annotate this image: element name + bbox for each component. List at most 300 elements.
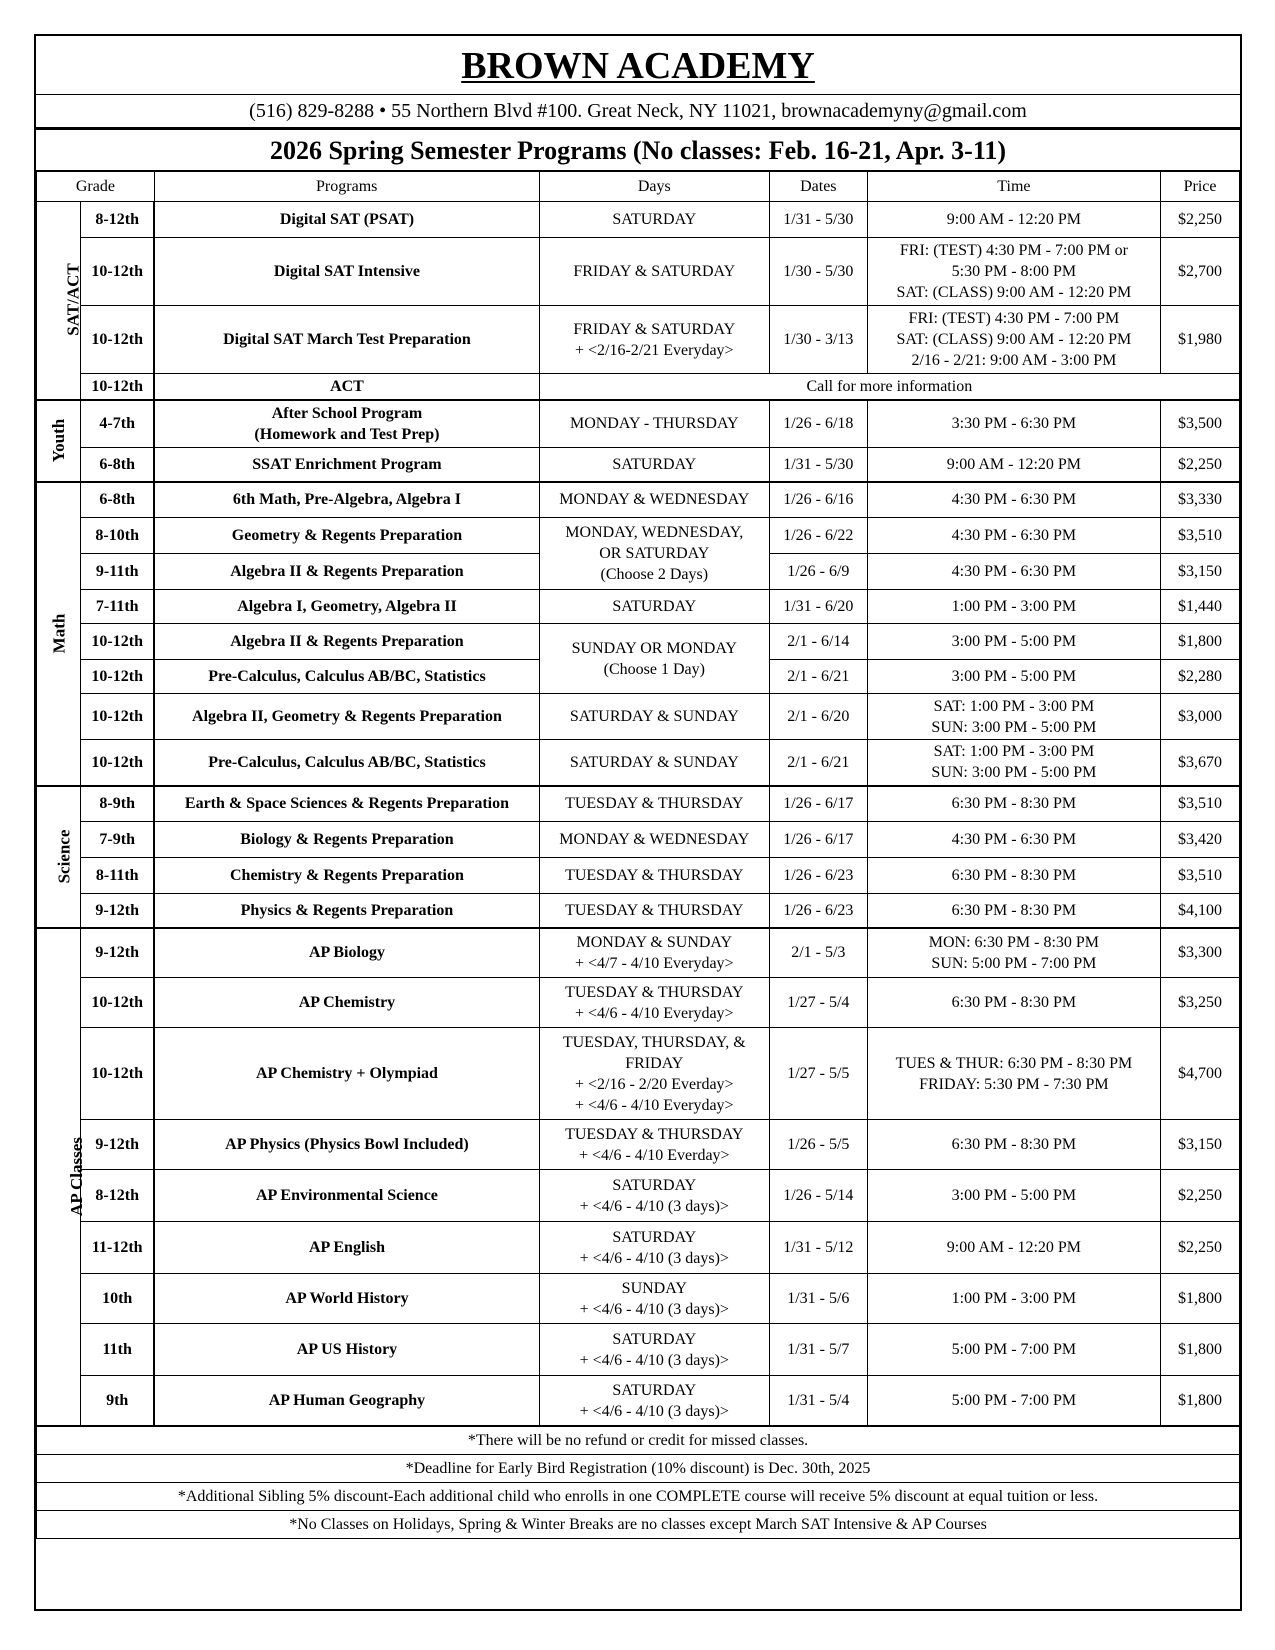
days-cell bbox=[539, 1274, 769, 1324]
grade-cell: 9th bbox=[81, 1376, 155, 1426]
dates-cell: 1/31 - 5/4 bbox=[769, 1376, 867, 1426]
schedule-page bbox=[34, 34, 1242, 1611]
dates-cell: 2/1 - 6/20 bbox=[769, 694, 867, 740]
time-cell bbox=[867, 518, 1160, 554]
days-cell-line: + <4/6 - 4/10 (3 days)> bbox=[579, 1351, 729, 1369]
program-cell-line: Digital SAT Intensive bbox=[273, 263, 420, 280]
days-cell bbox=[539, 740, 769, 786]
price-cell: $3,670 bbox=[1161, 740, 1240, 786]
table-row bbox=[37, 1274, 1240, 1324]
category-label: Science bbox=[54, 829, 74, 883]
footer-note: *No Classes on Holidays, Spring & Winter Breaks are no classes except March SAT Intensive & AP Courses bbox=[37, 1511, 1240, 1539]
table-row bbox=[37, 928, 1240, 978]
table-row bbox=[37, 400, 1240, 448]
grade-cell: 10-12th bbox=[81, 740, 155, 786]
price-cell: $1,800 bbox=[1161, 1274, 1240, 1324]
grade-cell: 9-12th bbox=[81, 894, 155, 928]
days-cell-line: TUESDAY & THURSDAY bbox=[565, 901, 744, 919]
category-label: Math bbox=[49, 613, 69, 653]
programs-body bbox=[37, 202, 1240, 1426]
table-row bbox=[37, 1324, 1240, 1376]
program-cell-line: Earth & Space Sciences & Regents Preparation bbox=[184, 795, 509, 813]
program-cell-line: 6th Math, Pre-Algebra, Algebra I bbox=[232, 491, 462, 509]
program-cell bbox=[154, 374, 539, 400]
dates-cell: 1/31 - 5/7 bbox=[769, 1324, 867, 1376]
days-cell bbox=[539, 822, 769, 858]
days-cell-line: FRIDAY bbox=[625, 1054, 684, 1072]
footer-note-row bbox=[37, 1511, 1240, 1539]
time-cell bbox=[867, 238, 1160, 306]
price-cell: $3,250 bbox=[1161, 978, 1240, 1028]
time-cell-line: 3:30 PM - 6:30 PM bbox=[951, 415, 1077, 433]
price-cell: $3,150 bbox=[1161, 554, 1240, 590]
program-cell-line: AP World History bbox=[285, 1290, 409, 1307]
days-cell-line: MONDAY & WEDNESDAY bbox=[559, 831, 750, 848]
footer-note-row bbox=[37, 1427, 1240, 1455]
time-cell-line: SUN: 3:00 PM - 5:00 PM bbox=[931, 764, 1097, 782]
time-cell-line: 9:00 AM - 12:20 PM bbox=[946, 1239, 1082, 1256]
table-row bbox=[37, 978, 1240, 1028]
days-cell bbox=[539, 858, 769, 894]
days-cell-line: (Choose 1 Day) bbox=[603, 660, 705, 678]
table-row bbox=[37, 448, 1240, 482]
grade-cell: 8-12th bbox=[81, 1170, 155, 1222]
program-cell-line: AP Environmental Science bbox=[255, 1187, 438, 1204]
program-cell bbox=[154, 1170, 539, 1222]
time-cell bbox=[867, 202, 1160, 238]
time-cell-line: 4:30 PM - 6:30 PM bbox=[951, 527, 1077, 544]
days-cell bbox=[539, 1028, 769, 1120]
days-cell-line: SATURDAY bbox=[612, 1228, 697, 1246]
table-row bbox=[37, 894, 1240, 928]
program-cell-line: Pre-Calculus, Calculus AB/BC, Statistics bbox=[208, 668, 486, 685]
time-cell bbox=[867, 786, 1160, 822]
days-cell bbox=[539, 482, 769, 518]
time-cell-line: SAT: (CLASS) 9:00 AM - 12:20 PM bbox=[896, 331, 1132, 348]
grade-cell: 10-12th bbox=[81, 1028, 155, 1120]
price-cell: $3,300 bbox=[1161, 928, 1240, 978]
footer-note-row bbox=[37, 1455, 1240, 1483]
program-cell bbox=[154, 894, 539, 928]
days-cell bbox=[539, 1170, 769, 1222]
price-cell: $2,700 bbox=[1161, 238, 1240, 306]
table-row bbox=[37, 590, 1240, 624]
time-cell bbox=[867, 1376, 1160, 1426]
price-cell: $2,280 bbox=[1161, 660, 1240, 694]
table-row bbox=[37, 482, 1240, 518]
grade-cell: 10-12th bbox=[81, 238, 155, 306]
days-cell bbox=[539, 624, 769, 694]
grade-cell: 8-12th bbox=[81, 202, 155, 238]
table-row bbox=[37, 786, 1240, 822]
dates-cell: 2/1 - 6/21 bbox=[769, 660, 867, 694]
grade-cell: 9-12th bbox=[81, 1120, 155, 1170]
price-cell: $2,250 bbox=[1161, 1170, 1240, 1222]
dates-cell: 1/31 - 6/20 bbox=[769, 590, 867, 624]
grade-cell: 7-11th bbox=[81, 590, 155, 624]
days-cell-line: MONDAY & WEDNESDAY bbox=[559, 491, 750, 509]
time-cell-line: 4:30 PM - 6:30 PM bbox=[951, 491, 1077, 509]
dates-cell: 1/31 - 5/6 bbox=[769, 1274, 867, 1324]
dates-cell: 1/26 - 6/9 bbox=[769, 554, 867, 590]
grade-cell: 11-12th bbox=[81, 1222, 155, 1274]
days-cell-line: TUESDAY & THURSDAY bbox=[565, 867, 744, 884]
program-cell bbox=[154, 740, 539, 786]
time-cell bbox=[867, 1274, 1160, 1324]
program-cell-line: AP Human Geography bbox=[268, 1392, 426, 1409]
price-cell: $2,250 bbox=[1161, 1222, 1240, 1274]
dates-cell: 1/26 - 6/17 bbox=[769, 786, 867, 822]
program-cell bbox=[154, 1222, 539, 1274]
time-cell bbox=[867, 448, 1160, 482]
price-cell: $1,800 bbox=[1161, 1324, 1240, 1376]
table-row bbox=[37, 858, 1240, 894]
days-cell bbox=[539, 400, 769, 448]
program-cell-line: Geometry & Regents Preparation bbox=[231, 527, 463, 544]
time-cell-line: 4:30 PM - 6:30 PM bbox=[951, 831, 1077, 848]
table-row bbox=[37, 1376, 1240, 1426]
grade-cell: 10-12th bbox=[81, 374, 155, 400]
dates-cell: 2/1 - 6/14 bbox=[769, 624, 867, 660]
program-cell bbox=[154, 786, 539, 822]
time-cell-line: 6:30 PM - 8:30 PM bbox=[951, 867, 1077, 884]
contact-info: (516) 829-8288 • 55 Northern Blvd #100. Great Neck, NY 11021, brownacademyny@gmail.com bbox=[36, 95, 1240, 130]
grade-cell: 8-9th bbox=[81, 786, 155, 822]
days-cell bbox=[539, 1120, 769, 1170]
dates-cell: 1/27 - 5/5 bbox=[769, 1028, 867, 1120]
program-cell bbox=[154, 1376, 539, 1426]
time-cell-line: SUN: 5:00 PM - 7:00 PM bbox=[931, 954, 1097, 972]
days-cell bbox=[539, 1222, 769, 1274]
program-cell bbox=[154, 554, 539, 590]
program-cell-line: Digital SAT March Test Preparation bbox=[223, 331, 471, 348]
days-cell bbox=[539, 306, 769, 374]
days-cell-line: + <4/6 - 4/10 (3 days)> bbox=[579, 1300, 729, 1318]
program-cell-line: (Homework and Test Prep) bbox=[254, 425, 440, 443]
days-cell-line: + <4/6 - 4/10 Everyday> bbox=[574, 1096, 734, 1114]
dates-cell: 2/1 - 6/21 bbox=[769, 740, 867, 786]
program-cell-line: Chemistry & Regents Preparation bbox=[230, 867, 464, 884]
dates-cell: 1/26 - 6/17 bbox=[769, 822, 867, 858]
program-cell bbox=[154, 928, 539, 978]
program-cell-line: Pre-Calculus, Calculus AB/BC, Statistics bbox=[208, 753, 486, 771]
price-cell: $2,250 bbox=[1161, 202, 1240, 238]
program-cell bbox=[154, 1274, 539, 1324]
days-cell-line: SATURDAY & SUNDAY bbox=[569, 708, 739, 725]
program-cell-line: Algebra I, Geometry, Algebra II bbox=[237, 598, 457, 615]
days-cell-line: TUESDAY & THURSDAY bbox=[565, 983, 744, 1001]
grade-cell: 11th bbox=[81, 1324, 155, 1376]
days-cell bbox=[539, 894, 769, 928]
page-title: BROWN ACADEMY bbox=[36, 36, 1240, 95]
grade-cell: 6-8th bbox=[81, 448, 155, 482]
table-row bbox=[37, 1028, 1240, 1120]
time-cell-line: 3:00 PM - 5:00 PM bbox=[951, 633, 1077, 650]
time-cell-line: 3:00 PM - 5:00 PM bbox=[951, 668, 1077, 685]
program-cell-line: Algebra II & Regents Preparation bbox=[230, 563, 464, 580]
days-cell-line: FRIDAY & SATURDAY bbox=[573, 320, 736, 338]
time-cell-line: 4:30 PM - 6:30 PM bbox=[951, 563, 1077, 580]
grade-cell: 8-10th bbox=[81, 518, 155, 554]
days-cell bbox=[539, 978, 769, 1028]
days-cell-line: + <4/6 - 4/10 Everyday> bbox=[574, 1004, 734, 1022]
time-cell-line: MON: 6:30 PM - 8:30 PM bbox=[928, 933, 1100, 951]
program-cell-line: AP US History bbox=[296, 1341, 398, 1358]
days-cell-line: SATURDAY bbox=[612, 211, 697, 228]
table-row bbox=[37, 1222, 1240, 1274]
price-cell: $1,800 bbox=[1161, 624, 1240, 660]
table-row bbox=[37, 518, 1240, 554]
category-label: AP Classes bbox=[66, 1136, 86, 1216]
time-cell bbox=[867, 822, 1160, 858]
days-cell bbox=[539, 1324, 769, 1376]
price-cell: $3,420 bbox=[1161, 822, 1240, 858]
program-cell-line: Biology & Regents Preparation bbox=[240, 831, 454, 848]
category-cell bbox=[37, 400, 81, 482]
price-cell: $1,980 bbox=[1161, 306, 1240, 374]
time-cell-line: FRI: (TEST) 4:30 PM - 7:00 PM bbox=[908, 310, 1120, 327]
program-cell-line: Algebra II, Geometry & Regents Preparation bbox=[192, 708, 502, 725]
days-cell-line: SATURDAY bbox=[612, 455, 697, 473]
dates-cell: 1/31 - 5/30 bbox=[769, 448, 867, 482]
time-cell-line: 5:00 PM - 7:00 PM bbox=[951, 1341, 1077, 1358]
time-cell-line: SUN: 3:00 PM - 5:00 PM bbox=[931, 718, 1097, 736]
table-row bbox=[37, 1120, 1240, 1170]
program-cell-line: AP Chemistry + Olympiad bbox=[255, 1065, 438, 1082]
time-cell bbox=[867, 590, 1160, 624]
program-cell bbox=[154, 518, 539, 554]
time-cell-line: 6:30 PM - 8:30 PM bbox=[951, 1136, 1077, 1153]
grade-cell: 7-9th bbox=[81, 822, 155, 858]
price-cell: $1,440 bbox=[1161, 590, 1240, 624]
program-cell bbox=[154, 1028, 539, 1120]
col-header-grade: Grade bbox=[37, 172, 155, 202]
days-cell bbox=[539, 590, 769, 624]
col-header-days: Days bbox=[539, 172, 769, 202]
program-cell bbox=[154, 660, 539, 694]
time-cell bbox=[867, 554, 1160, 590]
days-cell-line: + <4/6 - 4/10 Everday> bbox=[578, 1146, 730, 1164]
time-cell bbox=[867, 694, 1160, 740]
program-cell-line: SSAT Enrichment Program bbox=[252, 455, 442, 473]
days-cell-line: SATURDAY bbox=[612, 1176, 697, 1194]
program-cell bbox=[154, 400, 539, 448]
days-cell-line: OR SATURDAY bbox=[599, 545, 710, 562]
days-cell-line: MONDAY & SUNDAY bbox=[576, 933, 733, 951]
days-cell-line: SUNDAY OR MONDAY bbox=[571, 639, 737, 657]
time-cell bbox=[867, 1222, 1160, 1274]
time-cell bbox=[867, 660, 1160, 694]
price-cell: $4,100 bbox=[1161, 894, 1240, 928]
program-cell-line: AP Physics (Physics Bowl Included) bbox=[225, 1136, 469, 1153]
time-cell-line: 6:30 PM - 8:30 PM bbox=[951, 795, 1077, 813]
days-cell-line: SATURDAY bbox=[612, 1330, 697, 1348]
days-cell-line: SATURDAY & SUNDAY bbox=[569, 753, 739, 771]
time-cell-line: 5:00 PM - 7:00 PM bbox=[951, 1392, 1077, 1409]
time-cell bbox=[867, 928, 1160, 978]
days-cell bbox=[539, 1376, 769, 1426]
grade-cell: 8-11th bbox=[81, 858, 155, 894]
time-cell-line: FRIDAY: 5:30 PM - 7:30 PM bbox=[919, 1075, 1109, 1093]
days-cell-line: SATURDAY bbox=[612, 1381, 697, 1399]
time-cell-line: 1:00 PM - 3:00 PM bbox=[951, 1290, 1077, 1307]
col-header-dates: Dates bbox=[769, 172, 867, 202]
dates-cell: 1/30 - 3/13 bbox=[769, 306, 867, 374]
time-cell-line: 5:30 PM - 8:00 PM bbox=[951, 263, 1077, 280]
table-row bbox=[37, 374, 1240, 400]
programs-table bbox=[36, 171, 1240, 1426]
price-cell: $3,510 bbox=[1161, 858, 1240, 894]
time-cell bbox=[867, 1120, 1160, 1170]
table-row bbox=[37, 306, 1240, 374]
days-cell-line: + <2/16-2/21 Everyday> bbox=[574, 341, 734, 359]
col-header-time: Time bbox=[867, 172, 1160, 202]
days-cell bbox=[539, 202, 769, 238]
price-cell: $3,150 bbox=[1161, 1120, 1240, 1170]
semester-subtitle: 2026 Spring Semester Programs (No classes: Feb. 16-21, Apr. 3-11) bbox=[36, 130, 1240, 171]
program-cell-line: ACT bbox=[330, 377, 364, 395]
time-cell-line: SAT: 1:00 PM - 3:00 PM bbox=[933, 743, 1095, 761]
category-cell bbox=[37, 202, 81, 400]
program-cell-line: After School Program bbox=[271, 404, 423, 422]
days-cell bbox=[539, 448, 769, 482]
price-cell: $1,800 bbox=[1161, 1376, 1240, 1426]
program-cell bbox=[154, 238, 539, 306]
days-cell-line: + <4/6 - 4/10 (3 days)> bbox=[579, 1197, 729, 1215]
days-cell bbox=[539, 786, 769, 822]
footer-notes bbox=[36, 1426, 1240, 1539]
grade-cell: 10-12th bbox=[81, 306, 155, 374]
dates-cell: 1/27 - 5/4 bbox=[769, 978, 867, 1028]
time-cell bbox=[867, 894, 1160, 928]
table-row bbox=[37, 624, 1240, 660]
days-cell-line: SATURDAY bbox=[612, 598, 697, 615]
days-cell-line: FRIDAY & SATURDAY bbox=[573, 263, 736, 280]
program-cell-line: AP Biology bbox=[308, 944, 385, 962]
category-label: SAT/ACT bbox=[63, 263, 83, 336]
days-cell-line: MONDAY - THURSDAY bbox=[569, 415, 739, 433]
grade-cell: 4-7th bbox=[81, 400, 155, 448]
days-cell-line: TUESDAY & THURSDAY bbox=[565, 795, 744, 813]
program-cell bbox=[154, 306, 539, 374]
footer-note: *Additional Sibling 5% discount-Each additional child who enrolls in one COMPLETE course will receive 5% discount at equal tuition or less. bbox=[37, 1483, 1240, 1511]
dates-cell: 1/26 - 6/22 bbox=[769, 518, 867, 554]
footer-note: *Deadline for Early Bird Registration (10% discount) is Dec. 30th, 2025 bbox=[37, 1455, 1240, 1483]
time-cell-line: SAT: (CLASS) 9:00 AM - 12:20 PM bbox=[896, 284, 1132, 301]
grade-cell: 9-11th bbox=[81, 554, 155, 590]
program-cell bbox=[154, 590, 539, 624]
grade-cell: 10-12th bbox=[81, 624, 155, 660]
days-cell-line: + <4/6 - 4/10 (3 days)> bbox=[579, 1402, 729, 1420]
category-label: Youth bbox=[49, 418, 69, 462]
time-cell bbox=[867, 1324, 1160, 1376]
program-cell-line: AP English bbox=[308, 1239, 385, 1256]
table-row bbox=[37, 694, 1240, 740]
days-cell-line: + <4/7 - 4/10 Everyday> bbox=[574, 954, 734, 972]
info-cell: Call for more information bbox=[539, 374, 1239, 400]
time-cell bbox=[867, 624, 1160, 660]
days-cell bbox=[539, 694, 769, 740]
dates-cell: 1/26 - 6/18 bbox=[769, 400, 867, 448]
table-row bbox=[37, 202, 1240, 238]
program-cell bbox=[154, 624, 539, 660]
price-cell: $3,510 bbox=[1161, 518, 1240, 554]
days-cell-line: MONDAY, WEDNESDAY, bbox=[565, 524, 744, 541]
days-cell-line: SUNDAY bbox=[621, 1279, 687, 1297]
dates-cell: 2/1 - 5/3 bbox=[769, 928, 867, 978]
dates-cell: 1/30 - 5/30 bbox=[769, 238, 867, 306]
days-cell bbox=[539, 518, 769, 590]
price-cell: $4,700 bbox=[1161, 1028, 1240, 1120]
dates-cell: 1/26 - 6/23 bbox=[769, 894, 867, 928]
time-cell bbox=[867, 1028, 1160, 1120]
dates-cell: 1/31 - 5/30 bbox=[769, 202, 867, 238]
program-cell bbox=[154, 482, 539, 518]
time-cell bbox=[867, 1170, 1160, 1222]
program-cell bbox=[154, 1324, 539, 1376]
days-cell bbox=[539, 238, 769, 306]
program-cell-line: Physics & Regents Preparation bbox=[240, 901, 454, 919]
category-cell bbox=[37, 786, 81, 928]
price-cell: $3,510 bbox=[1161, 786, 1240, 822]
grade-cell: 10-12th bbox=[81, 694, 155, 740]
dates-cell: 1/26 - 6/16 bbox=[769, 482, 867, 518]
program-cell-line: Digital SAT (PSAT) bbox=[279, 211, 415, 228]
days-cell-line: (Choose 2 Days) bbox=[600, 566, 709, 583]
time-cell-line: 2/16 - 2/21: 9:00 AM - 3:00 PM bbox=[911, 352, 1117, 369]
time-cell-line: TUES & THUR: 6:30 PM - 8:30 PM bbox=[895, 1054, 1133, 1072]
table-header-row bbox=[37, 172, 1240, 202]
dates-cell: 1/31 - 5/12 bbox=[769, 1222, 867, 1274]
time-cell-line: 3:00 PM - 5:00 PM bbox=[951, 1187, 1077, 1204]
program-cell bbox=[154, 858, 539, 894]
col-header-programs: Programs bbox=[154, 172, 539, 202]
table-row bbox=[37, 740, 1240, 786]
days-cell-line: + <2/16 - 2/20 Everday> bbox=[574, 1075, 734, 1093]
dates-cell: 1/26 - 5/14 bbox=[769, 1170, 867, 1222]
program-cell-line: AP Chemistry bbox=[298, 994, 396, 1011]
time-cell-line: SAT: 1:00 PM - 3:00 PM bbox=[933, 697, 1095, 715]
price-cell: $3,330 bbox=[1161, 482, 1240, 518]
grade-cell: 10-12th bbox=[81, 660, 155, 694]
time-cell bbox=[867, 858, 1160, 894]
grade-cell: 10th bbox=[81, 1274, 155, 1324]
time-cell-line: 1:00 PM - 3:00 PM bbox=[951, 598, 1077, 615]
days-cell-line: TUESDAY, THURSDAY, & bbox=[562, 1033, 746, 1051]
program-cell bbox=[154, 448, 539, 482]
program-cell bbox=[154, 694, 539, 740]
program-cell bbox=[154, 978, 539, 1028]
footer-note-row bbox=[37, 1483, 1240, 1511]
time-cell bbox=[867, 978, 1160, 1028]
time-cell-line: 9:00 AM - 12:20 PM bbox=[946, 455, 1082, 473]
time-cell bbox=[867, 400, 1160, 448]
time-cell bbox=[867, 306, 1160, 374]
time-cell bbox=[867, 482, 1160, 518]
time-cell-line: FRI: (TEST) 4:30 PM - 7:00 PM or bbox=[899, 242, 1128, 259]
program-cell bbox=[154, 822, 539, 858]
time-cell-line: 9:00 AM - 12:20 PM bbox=[946, 211, 1082, 228]
program-cell bbox=[154, 1120, 539, 1170]
table-row bbox=[37, 1170, 1240, 1222]
dates-cell: 1/26 - 5/5 bbox=[769, 1120, 867, 1170]
col-header-price: Price bbox=[1161, 172, 1240, 202]
grade-cell: 10-12th bbox=[81, 978, 155, 1028]
time-cell-line: 6:30 PM - 8:30 PM bbox=[951, 901, 1077, 919]
grade-cell: 9-12th bbox=[81, 928, 155, 978]
program-cell-line: Algebra II & Regents Preparation bbox=[230, 633, 464, 650]
footer-note: *There will be no refund or credit for missed classes. bbox=[37, 1427, 1240, 1455]
